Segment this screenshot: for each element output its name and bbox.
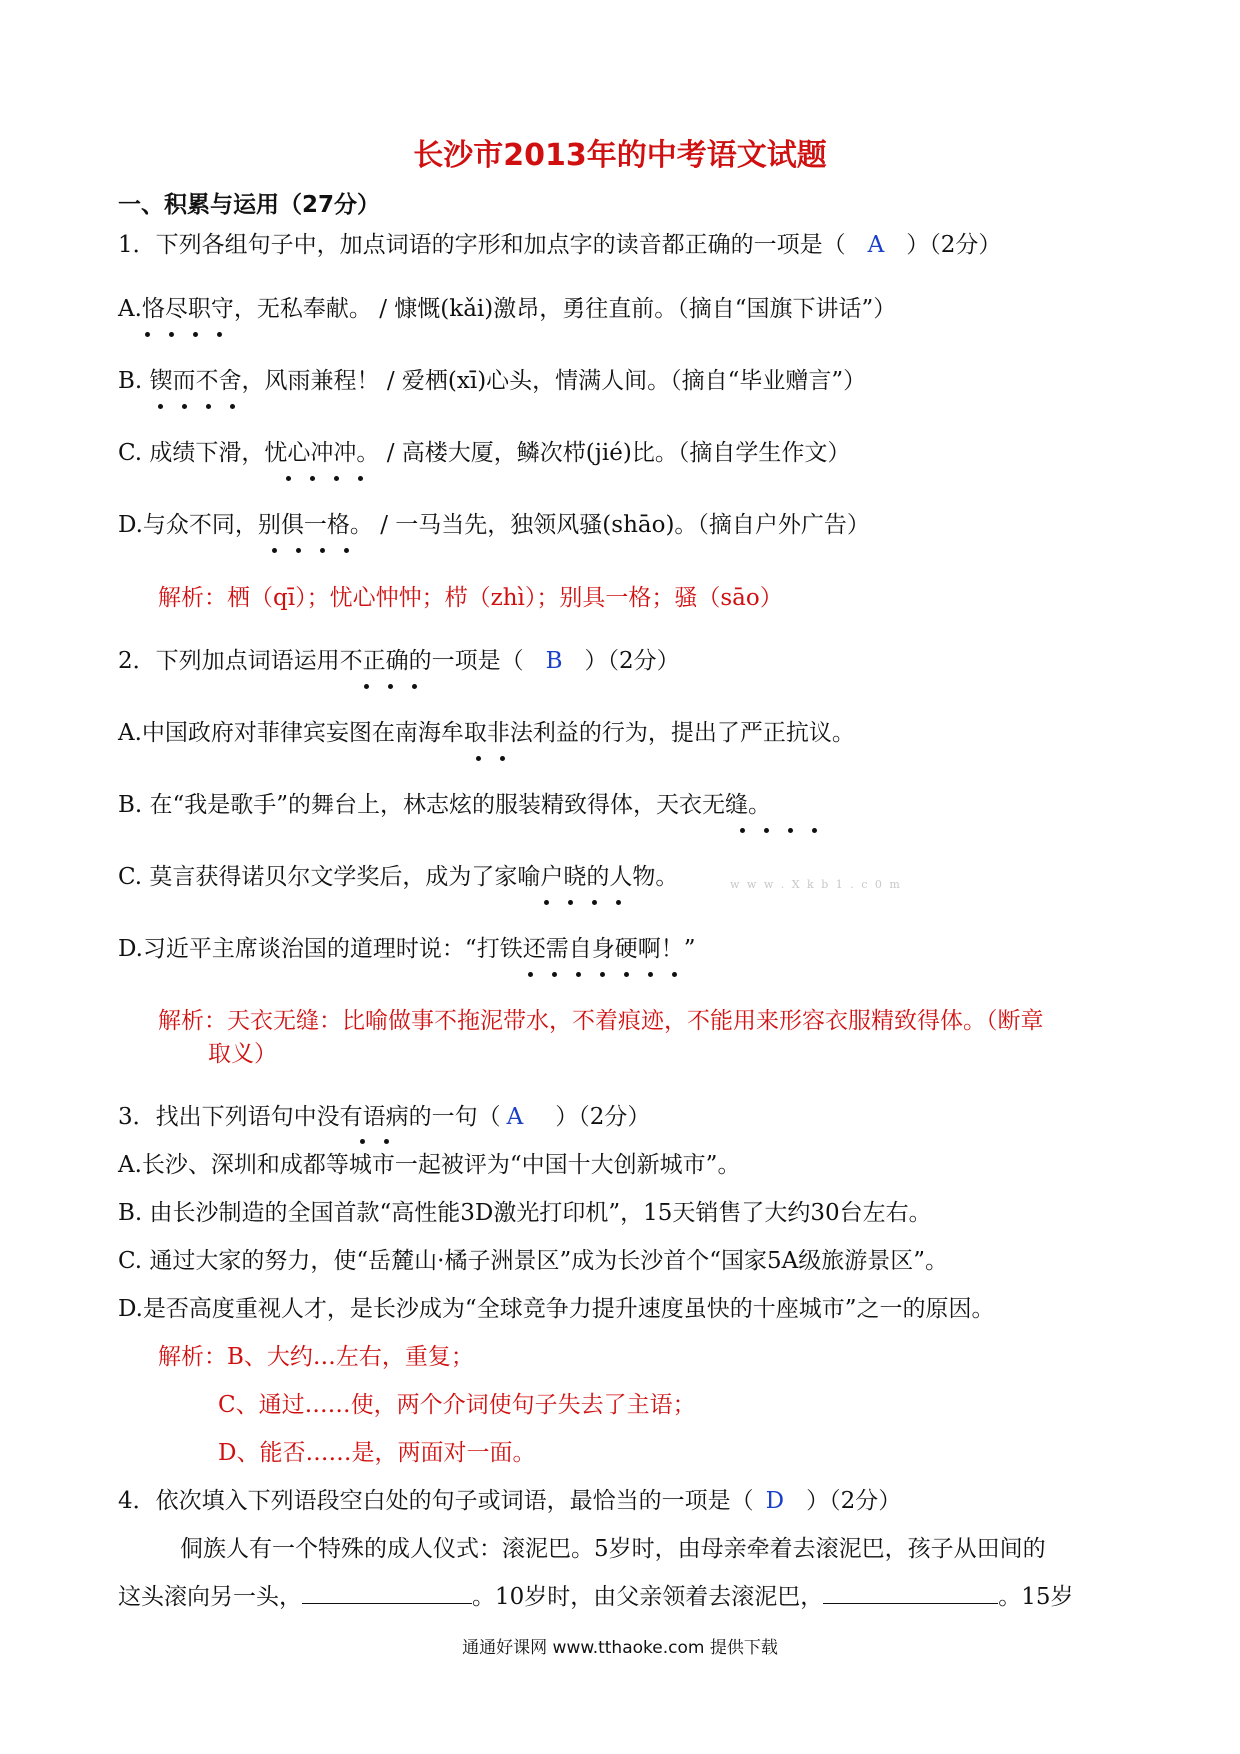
question-3-option-d: D.是否高度重视人才，是长沙成为“全球竞争力提升速度虽快的十座城市”之一的原因。 <box>118 1296 995 1322</box>
question-2-stem <box>118 648 680 676</box>
question-2-analysis: 解析：天衣无缝：比喻做事不拖泥带水，不着痕迹，不能用来形容衣服精致得体。（断章 <box>158 1008 1044 1034</box>
question-stem-text: 2．下列加点词语运用不正确的一项是（ <box>118 648 524 674</box>
passage-text: 。15岁 <box>998 1584 1074 1610</box>
emphasis-dots <box>528 972 696 977</box>
emphasis-dots <box>544 900 640 905</box>
emphasis-dots <box>360 1139 408 1144</box>
answer-letter: B <box>545 648 563 674</box>
fill-blank-1 <box>302 1602 472 1604</box>
question-1-option-a: A.恪尽职守，无私奉献。 / 慷慨(kǎi)激昂，勇往直前。（摘自“国旗下讲话”） <box>118 296 897 322</box>
question-3-stem <box>118 1104 650 1132</box>
question-3-analysis-b: 解析：B、大约…左右，重复； <box>158 1344 474 1370</box>
section-heading: 一、积累与运用（27分） <box>118 192 381 218</box>
watermark: w w w . X k b 1 . c 0 m <box>730 878 902 891</box>
question-1-analysis: 解析：栖（qī）；忧心忡忡；栉（zhì）；别具一格；骚（sāo） <box>158 585 783 611</box>
passage-text: 。10岁时，由父亲领着去滚泥巴， <box>472 1584 824 1610</box>
score-text: ）（2分） <box>806 1488 902 1514</box>
question-2-option-c: C. 莫言获得诺贝尔文学奖后，成为了家喻户晓的人物。 <box>118 864 679 890</box>
question-2-option-b: B. 在“我是歌手”的舞台上，林志炫的服装精致得体，天衣无缝。 <box>118 792 772 818</box>
question-3-option-a: A.长沙、深圳和成都等城市一起被评为“中国十大创新城市”。 <box>118 1152 741 1178</box>
question-stem-text: 3．找出下列语句中没有语病的一句（ <box>118 1104 501 1130</box>
answer-letter: A <box>867 232 885 258</box>
answer-letter: A <box>506 1104 524 1130</box>
emphasis-dots <box>145 332 241 337</box>
question-2-option-d: D.习近平主席谈治国的道理时说：“打铁还需自身硬啊！” <box>118 936 696 962</box>
score-text: ）（2分） <box>584 648 680 674</box>
question-2-analysis-cont: 取义） <box>208 1041 277 1067</box>
question-3-analysis-d: D、能否……是，两面对一面。 <box>218 1440 536 1466</box>
question-stem-text: 4．依次填入下列语段空白处的句子或词语，最恰当的一项是（ <box>118 1488 754 1514</box>
question-1-stem <box>118 232 1001 260</box>
emphasis-dots <box>286 476 382 481</box>
question-1-option-c: C. 成绩下滑，忧心冲冲。 / 高楼大厦，鳞次栉(jié)比。（摘自学生作文） <box>118 440 851 466</box>
page-footer: 通通好课网 www.tthaoke.com 提供下载 <box>462 1638 778 1658</box>
emphasis-dots <box>740 828 836 833</box>
emphasis-dots <box>158 404 254 409</box>
question-3-option-b: B. 由长沙制造的全国首款“高性能3D激光打印机”，15天销售了大约30台左右。 <box>118 1200 932 1226</box>
question-4-passage-line-2 <box>118 1584 1074 1612</box>
question-1-option-d: D.与众不同，别俱一格。 / 一马当先，独领风骚(shāo)。（摘自户外广告） <box>118 512 870 538</box>
question-3-option-c: C. 通过大家的努力，使“岳麓山·橘子洲景区”成为长沙首个“国家5A级旅游景区”。 <box>118 1248 948 1274</box>
score-text: ）（2分） <box>906 232 1002 258</box>
question-1-option-b: B. 锲而不舍，风雨兼程！ / 爱栖(xī)心头，情满人间。（摘自“毕业赠言”） <box>118 368 867 394</box>
score-text: ）（2分） <box>555 1104 651 1130</box>
question-4-passage-line-1: 侗族人有一个特殊的成人仪式：滚泥巴。5岁时，由母亲牵着去滚泥巴，孩子从田间的 <box>180 1536 1046 1562</box>
question-3-analysis-c: C、通过……使，两个介词使句子失去了主语； <box>218 1392 696 1418</box>
emphasis-dots <box>364 684 436 689</box>
question-stem-text: 1．下列各组句子中，加点词语的字形和加点字的读音都正确的一项是（ <box>118 232 846 258</box>
passage-text: 这头滚向另一头， <box>118 1584 302 1610</box>
question-4-stem <box>118 1488 901 1516</box>
fill-blank-2 <box>823 1602 998 1604</box>
question-2-option-a: A.中国政府对菲律宾妄图在南海牟取非法利益的行为，提出了严正抗议。 <box>118 720 855 746</box>
emphasis-dots <box>272 548 368 553</box>
document-title: 长沙市2013年的中考语文试题 <box>413 138 827 173</box>
answer-letter: D <box>765 1488 785 1514</box>
emphasis-dots <box>476 756 524 761</box>
